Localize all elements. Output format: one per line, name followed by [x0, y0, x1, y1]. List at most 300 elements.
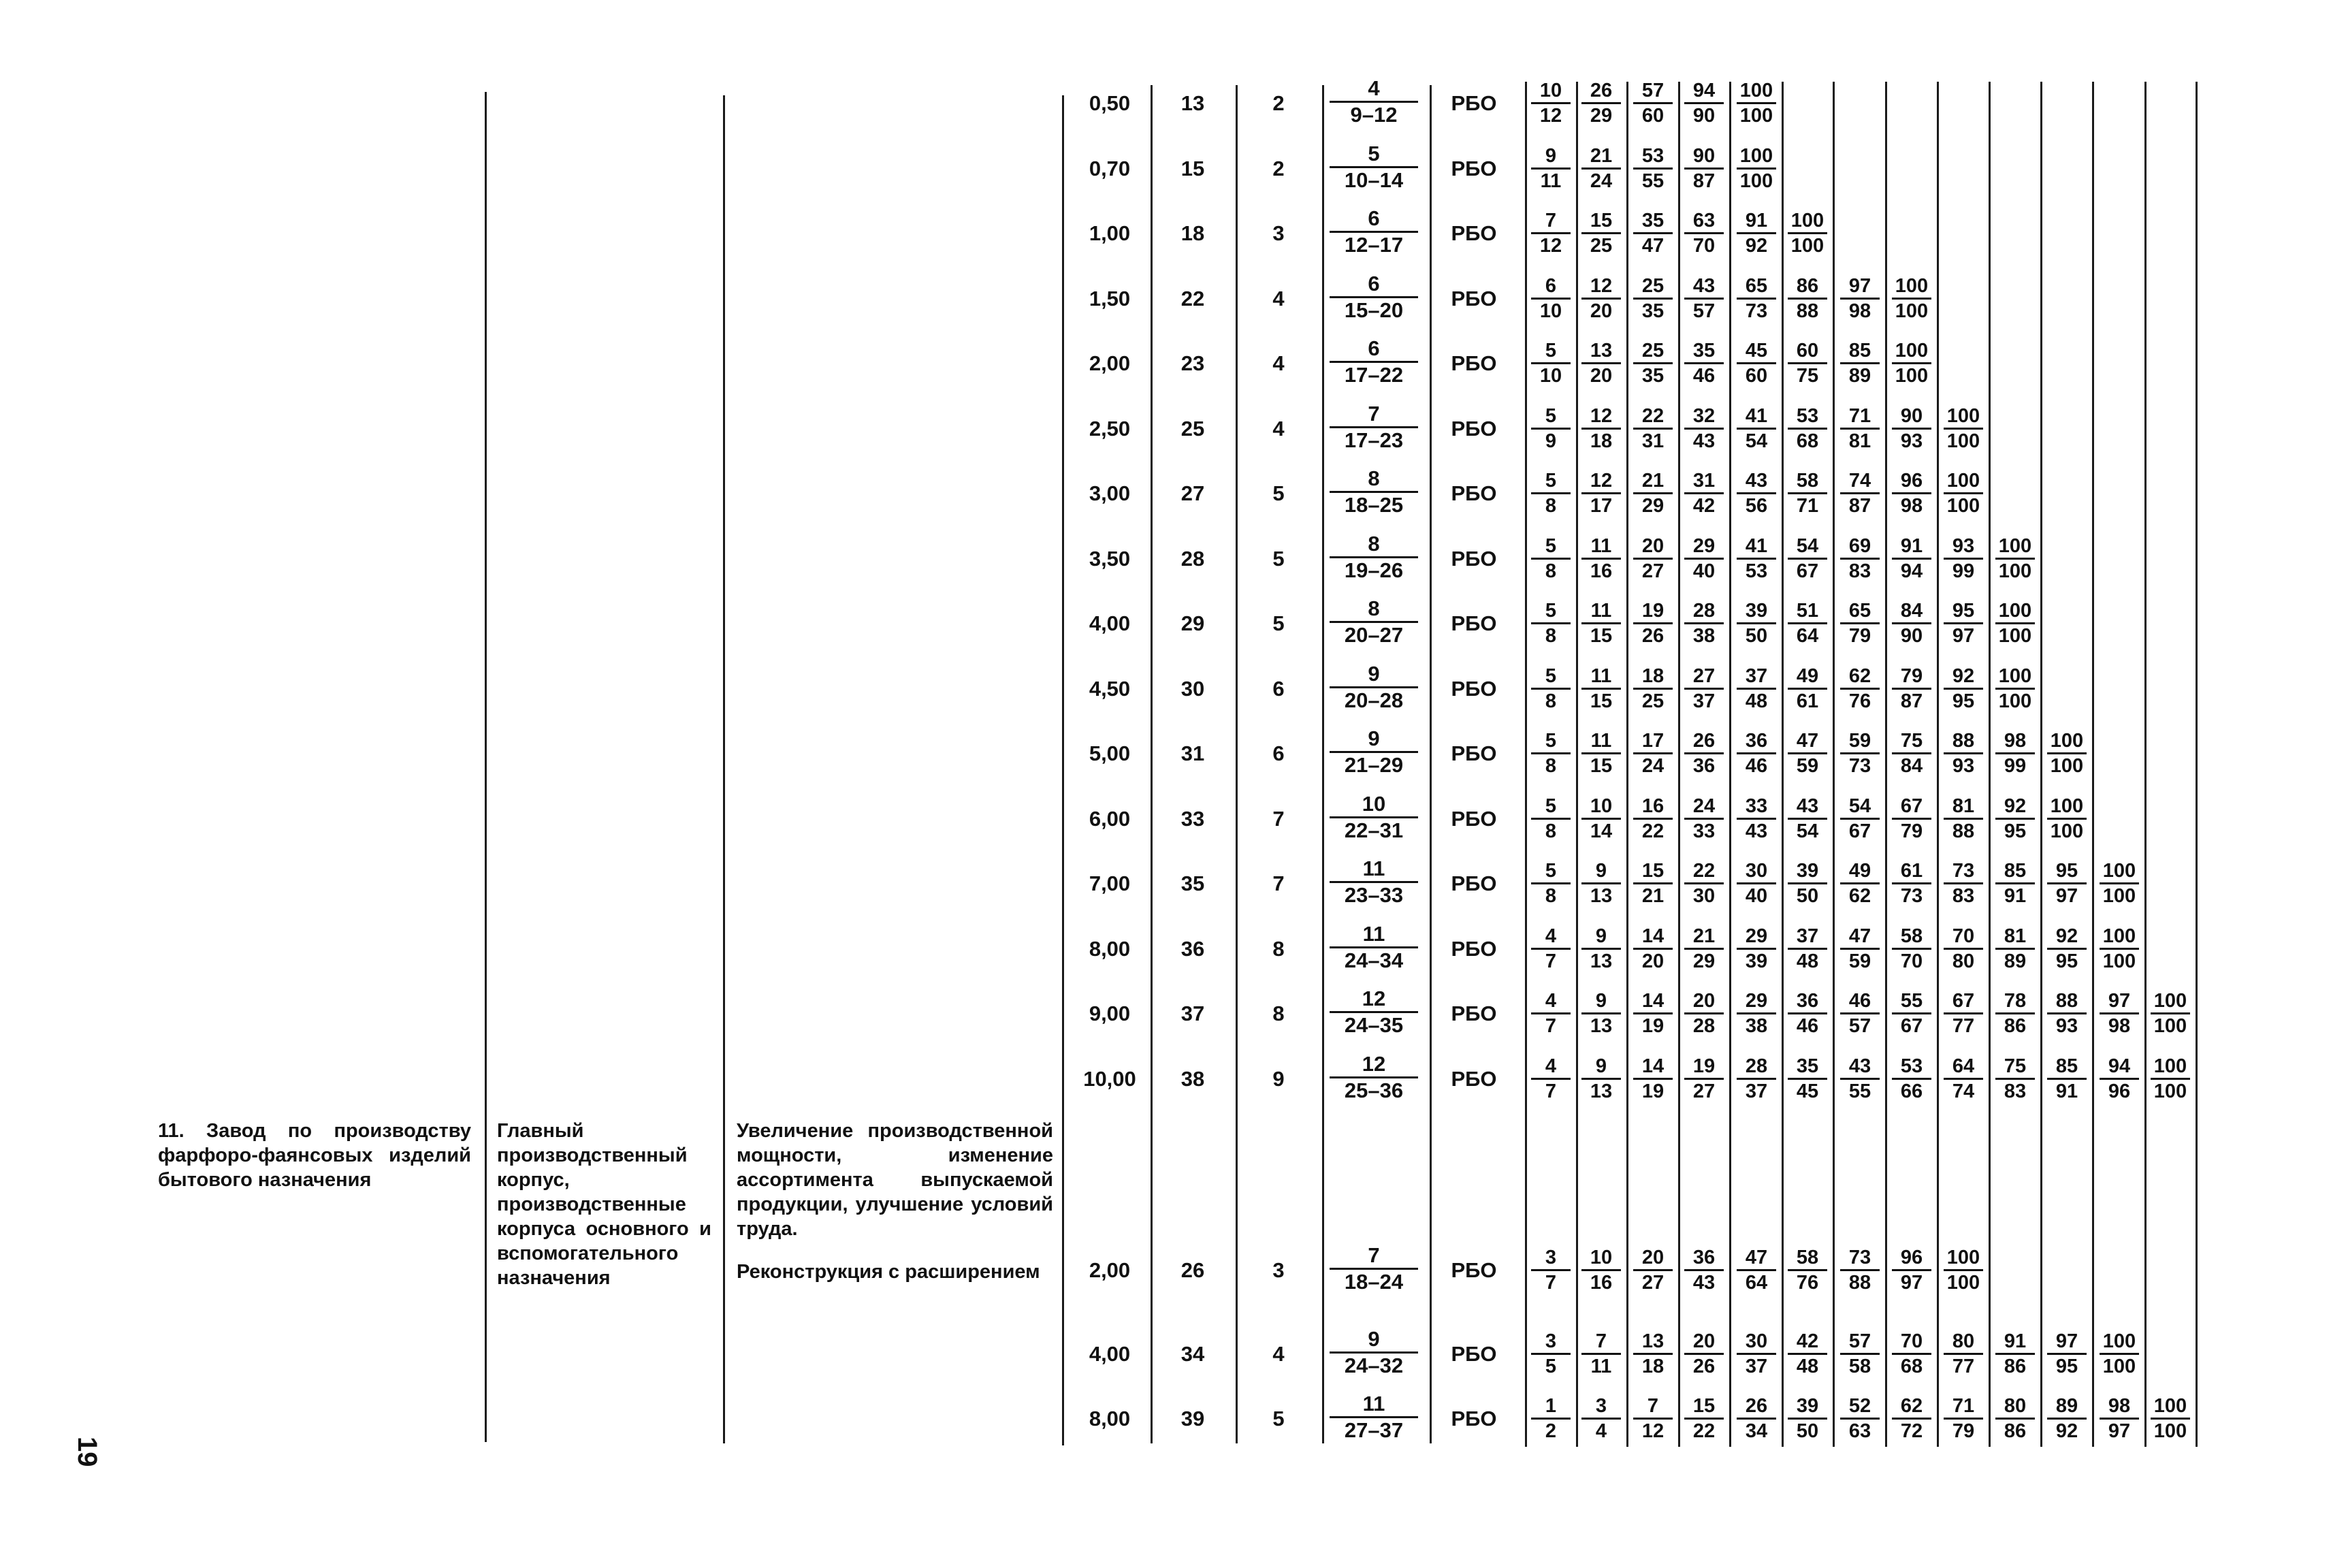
fraction-denominator: 86 [2004, 1356, 2027, 1377]
fraction-numerator: 89 [2055, 1395, 2078, 1417]
column-divider [2196, 82, 2198, 1447]
fraction-denominator: 7 [1545, 950, 1557, 972]
fraction-denominator: 46 [1692, 365, 1716, 387]
fraction-denominator: 7 [1545, 1272, 1557, 1294]
fraction-numerator: 21 [1590, 145, 1613, 167]
fraction-numerator: 4 [1545, 1055, 1557, 1077]
fraction-denominator: 46 [1745, 755, 1768, 777]
percent-fraction [1527, 1246, 1575, 1294]
percent-fraction [1629, 599, 1677, 647]
fraction-numerator: 49 [1848, 860, 1871, 882]
fraction-denominator: 88 [1796, 300, 1819, 322]
percent-fraction [1577, 795, 1625, 843]
fraction-denominator: 100 [1998, 625, 2032, 647]
fraction-numerator: 35 [1641, 210, 1665, 231]
fraction-denominator: 43 [1745, 820, 1768, 842]
fraction-denominator: 39 [1745, 950, 1768, 972]
fraction-numerator: 91 [2004, 1330, 2027, 1352]
grade-cell: 4 [1272, 417, 1285, 441]
fraction-denominator: 100 [2102, 1356, 2136, 1377]
fraction-numerator: 64 [1952, 1055, 1975, 1077]
fraction-numerator: 7 [1647, 1395, 1659, 1417]
percent-fraction [1888, 1330, 1935, 1378]
range-fraction [1330, 1327, 1418, 1378]
percent-fraction [1680, 1330, 1728, 1378]
count-cell: 27 [1180, 481, 1205, 505]
fraction-numerator: 73 [1848, 1247, 1871, 1268]
range-fraction-denominator: 21–29 [1344, 753, 1404, 777]
grade-cell: 7 [1272, 807, 1285, 831]
range-fraction-denominator: 23–33 [1344, 883, 1404, 907]
percent-fraction [1680, 795, 1728, 843]
percent-fraction [1784, 1055, 1831, 1103]
fraction-denominator: 55 [1848, 1081, 1871, 1102]
fraction-numerator: 100 [2153, 1055, 2187, 1077]
fraction-numerator: 100 [1946, 470, 1980, 492]
fraction-numerator: 14 [1641, 925, 1665, 947]
percent-fraction [1629, 1330, 1677, 1378]
fraction-numerator: 67 [1952, 990, 1975, 1012]
percent-fraction [1629, 1246, 1677, 1294]
fraction-numerator: 54 [1848, 795, 1871, 817]
fraction-numerator: 79 [1900, 665, 1923, 687]
fraction-denominator: 43 [1692, 1272, 1716, 1294]
fraction-numerator: 9 [1545, 145, 1557, 167]
fraction-numerator: 33 [1745, 795, 1768, 817]
column-divider [1729, 82, 1731, 1447]
count-cell: 18 [1180, 221, 1205, 245]
percent-fraction [1629, 1394, 1677, 1443]
fraction-denominator: 17 [1590, 495, 1613, 517]
fraction-numerator: 35 [1796, 1055, 1819, 1077]
fraction-denominator: 74 [1952, 1081, 1975, 1102]
percent-fraction [1680, 79, 1728, 127]
range-fraction-numerator: 6 [1368, 272, 1380, 295]
range-fraction-denominator: 19–26 [1344, 558, 1404, 582]
fraction-denominator: 22 [1692, 1420, 1716, 1442]
fraction-denominator: 73 [1848, 755, 1871, 777]
fraction-numerator: 62 [1900, 1395, 1923, 1417]
fraction-numerator: 10 [1539, 80, 1562, 101]
percent-fraction [1680, 989, 1728, 1038]
percent-fraction [1527, 404, 1575, 453]
label-cell: РБО [1451, 221, 1497, 245]
percent-fraction [1991, 1330, 2039, 1378]
fraction-denominator: 95 [2055, 1356, 2078, 1377]
fraction-numerator: 70 [1952, 925, 1975, 947]
percent-fraction [1940, 795, 1987, 843]
fraction-denominator: 58 [1848, 1356, 1871, 1377]
range-fraction [1330, 272, 1418, 323]
fraction-numerator: 63 [1692, 210, 1716, 231]
fraction-numerator: 49 [1796, 665, 1819, 687]
percent-fraction [1888, 274, 1935, 323]
fraction-numerator: 100 [1739, 80, 1773, 101]
fraction-denominator: 9 [1545, 430, 1557, 452]
value-cell: 1,00 [1089, 221, 1131, 245]
column-divider [1576, 82, 1578, 1447]
fraction-denominator: 100 [2050, 820, 2084, 842]
fraction-denominator: 48 [1796, 1356, 1819, 1377]
fraction-denominator: 77 [1952, 1356, 1975, 1377]
range-fraction-denominator: 15–20 [1344, 298, 1404, 322]
percent-fraction [1680, 599, 1728, 647]
fraction-numerator: 37 [1745, 665, 1768, 687]
percent-fraction [1577, 989, 1625, 1038]
fraction-numerator: 100 [1998, 665, 2032, 687]
range-fraction-denominator: 24–32 [1344, 1354, 1404, 1377]
fraction-denominator: 53 [1745, 560, 1768, 582]
percent-fraction [1888, 665, 1935, 713]
fraction-numerator: 28 [1745, 1055, 1768, 1077]
fraction-numerator: 41 [1745, 535, 1768, 557]
range-fraction-numerator: 9 [1368, 662, 1380, 686]
fraction-denominator: 95 [2004, 820, 2027, 842]
fraction-denominator: 15 [1590, 755, 1613, 777]
percent-fraction [1784, 469, 1831, 517]
range-fraction-numerator: 8 [1368, 532, 1380, 556]
label-cell: РБО [1451, 937, 1497, 961]
fraction-denominator: 84 [1900, 755, 1923, 777]
fraction-numerator: 20 [1641, 535, 1665, 557]
value-cell: 0,70 [1089, 157, 1131, 180]
fraction-numerator: 3 [1545, 1330, 1557, 1352]
fraction-numerator: 70 [1900, 1330, 1923, 1352]
fraction-numerator: 53 [1796, 405, 1819, 427]
percent-fraction [1527, 79, 1575, 127]
fraction-numerator: 1 [1545, 1395, 1557, 1417]
fraction-numerator: 69 [1848, 535, 1871, 557]
percent-fraction [1888, 729, 1935, 778]
percent-fraction [1940, 665, 1987, 713]
label-cell: РБО [1451, 611, 1497, 635]
fraction-numerator: 92 [1952, 665, 1975, 687]
fraction-denominator: 47 [1641, 235, 1665, 257]
grade-cell: 3 [1272, 221, 1285, 245]
fraction-denominator: 100 [2102, 885, 2136, 907]
fraction-numerator: 100 [1790, 210, 1824, 231]
percent-fraction [1629, 209, 1677, 257]
percent-fraction [1527, 795, 1575, 843]
fraction-numerator: 10 [1590, 1247, 1613, 1268]
fraction-denominator: 97 [1900, 1272, 1923, 1294]
fraction-denominator: 83 [1952, 885, 1975, 907]
label-cell: РБО [1451, 807, 1497, 831]
fraction-numerator: 15 [1590, 210, 1613, 231]
fraction-numerator: 100 [2153, 990, 2187, 1012]
fraction-numerator: 43 [1692, 275, 1716, 297]
fraction-numerator: 24 [1692, 795, 1716, 817]
range-fraction-numerator: 5 [1368, 142, 1380, 165]
label-cell: РБО [1451, 287, 1497, 310]
percent-fraction [1733, 274, 1780, 323]
percent-fraction [1527, 989, 1575, 1038]
percent-fraction [1836, 989, 1884, 1038]
grade-cell: 6 [1272, 677, 1285, 701]
fraction-denominator: 92 [1745, 235, 1768, 257]
count-cell: 28 [1180, 547, 1205, 571]
percent-fraction [2043, 795, 2091, 843]
fraction-numerator: 100 [2050, 730, 2084, 752]
percent-fraction [1527, 729, 1575, 778]
fraction-denominator: 66 [1900, 1081, 1923, 1102]
fraction-denominator: 100 [2153, 1081, 2187, 1102]
fraction-numerator: 5 [1545, 860, 1557, 882]
fraction-numerator: 73 [1952, 860, 1975, 882]
fraction-numerator: 58 [1796, 470, 1819, 492]
fraction-denominator: 13 [1590, 885, 1613, 907]
fraction-denominator: 34 [1745, 1420, 1768, 1442]
label-cell: РБО [1451, 481, 1497, 505]
fraction-numerator: 97 [2055, 1330, 2078, 1352]
fraction-denominator: 79 [1952, 1420, 1975, 1442]
fraction-denominator: 80 [1952, 950, 1975, 972]
fraction-numerator: 100 [1946, 405, 1980, 427]
value-cell: 8,00 [1089, 1407, 1131, 1430]
fraction-denominator: 25 [1590, 235, 1613, 257]
fraction-denominator: 95 [2055, 950, 2078, 972]
fraction-numerator: 61 [1900, 860, 1923, 882]
percent-fraction [1629, 469, 1677, 517]
percent-fraction [1629, 729, 1677, 778]
fraction-denominator: 67 [1900, 1015, 1923, 1037]
percent-fraction [2147, 1394, 2194, 1443]
fraction-denominator: 63 [1848, 1420, 1871, 1442]
percent-fraction [2095, 925, 2143, 973]
column-divider [1989, 82, 1991, 1447]
fraction-denominator: 100 [2153, 1420, 2187, 1442]
fraction-numerator: 94 [2108, 1055, 2131, 1077]
percent-fraction [1888, 1394, 1935, 1443]
fraction-denominator: 19 [1641, 1081, 1665, 1102]
percent-fraction [1940, 1055, 1987, 1103]
range-fraction-numerator: 7 [1368, 402, 1380, 426]
fraction-denominator: 100 [2153, 1015, 2187, 1037]
percent-fraction [1733, 729, 1780, 778]
fraction-denominator: 67 [1796, 560, 1819, 582]
percent-fraction [1836, 729, 1884, 778]
percent-fraction [1577, 144, 1625, 193]
count-cell: 38 [1180, 1067, 1205, 1091]
fraction-numerator: 28 [1692, 600, 1716, 622]
fraction-denominator: 64 [1745, 1272, 1768, 1294]
label-cell: РБО [1451, 1258, 1497, 1282]
range-fraction [1330, 987, 1418, 1038]
plant-name: 11. Завод по производству фарфоро-фаянсовых изделий бытового назначения [158, 1120, 471, 1191]
fraction-numerator: 96 [1900, 470, 1923, 492]
percent-fraction [1527, 209, 1575, 257]
fraction-numerator: 78 [2004, 990, 2027, 1012]
fraction-denominator: 18 [1641, 1356, 1665, 1377]
fraction-numerator: 21 [1692, 925, 1716, 947]
fraction-denominator: 5 [1545, 1356, 1557, 1377]
fraction-numerator: 65 [1745, 275, 1768, 297]
label-cell: РБО [1451, 351, 1497, 375]
count-cell: 22 [1180, 287, 1205, 310]
fraction-numerator: 96 [1900, 1247, 1923, 1268]
fraction-denominator: 76 [1848, 690, 1871, 712]
fraction-numerator: 3 [1545, 1247, 1557, 1268]
fraction-numerator: 95 [2055, 860, 2078, 882]
fraction-denominator: 89 [1848, 365, 1871, 387]
fraction-denominator: 99 [1952, 560, 1975, 582]
fraction-numerator: 18 [1641, 665, 1665, 687]
fraction-numerator: 5 [1545, 665, 1557, 687]
percent-fraction [1733, 469, 1780, 517]
value-cell: 4,00 [1089, 611, 1131, 635]
percent-fraction [1577, 469, 1625, 517]
fraction-numerator: 85 [2004, 860, 2027, 882]
fraction-denominator: 100 [1998, 690, 2032, 712]
percent-fraction [1784, 989, 1831, 1038]
percent-fraction [1629, 859, 1677, 908]
fraction-numerator: 20 [1692, 990, 1716, 1012]
percent-fraction [1733, 1246, 1780, 1294]
range-fraction-denominator: 17–23 [1344, 428, 1404, 452]
percent-fraction [1991, 1055, 2039, 1103]
fraction-numerator: 9 [1595, 925, 1607, 947]
fraction-denominator: 100 [1739, 170, 1773, 192]
percent-fraction [1784, 599, 1831, 647]
percent-fraction [2043, 989, 2091, 1038]
fraction-denominator: 98 [1900, 495, 1923, 517]
value-cell: 9,00 [1089, 1002, 1131, 1025]
percent-fraction [1940, 469, 1987, 517]
label-cell: РБО [1451, 741, 1497, 765]
percent-fraction [1577, 729, 1625, 778]
range-fraction-denominator: 10–14 [1344, 168, 1404, 192]
fraction-denominator: 11 [1590, 1356, 1612, 1377]
percent-fraction [1577, 859, 1625, 908]
grade-cell: 8 [1272, 937, 1285, 961]
column-divider [1151, 85, 1153, 1443]
grade-cell: 2 [1272, 157, 1285, 180]
range-fraction [1330, 532, 1418, 583]
fraction-denominator: 62 [1848, 885, 1871, 907]
fraction-numerator: 57 [1848, 1330, 1871, 1352]
percent-fraction [1836, 274, 1884, 323]
fraction-numerator: 15 [1641, 860, 1665, 882]
count-cell: 29 [1180, 611, 1205, 635]
percent-fraction [1629, 79, 1677, 127]
count-cell: 25 [1180, 417, 1205, 441]
fraction-numerator: 74 [1848, 470, 1871, 492]
percent-fraction [1888, 1055, 1935, 1103]
fraction-denominator: 56 [1745, 495, 1768, 517]
fraction-denominator: 93 [1952, 755, 1975, 777]
grade-cell: 3 [1272, 1258, 1285, 1282]
fraction-denominator: 8 [1545, 560, 1557, 582]
percent-fraction [1991, 925, 2039, 973]
percent-fraction [1733, 1055, 1780, 1103]
fraction-denominator: 35 [1641, 300, 1665, 322]
range-fraction [1330, 792, 1418, 843]
fraction-denominator: 59 [1796, 755, 1819, 777]
fraction-denominator: 72 [1900, 1420, 1923, 1442]
percent-fraction [1680, 925, 1728, 973]
fraction-numerator: 92 [2055, 925, 2078, 947]
fraction-numerator: 57 [1641, 80, 1665, 101]
percent-fraction [1577, 599, 1625, 647]
fraction-numerator: 39 [1745, 600, 1768, 622]
fraction-denominator: 79 [1848, 625, 1871, 647]
fraction-denominator: 12 [1539, 105, 1562, 127]
fraction-numerator: 11 [1590, 535, 1612, 557]
fraction-denominator: 43 [1692, 430, 1716, 452]
value-cell: 3,50 [1089, 547, 1131, 571]
percent-fraction [2043, 925, 2091, 973]
fraction-numerator: 5 [1545, 600, 1557, 622]
label-cell: РБО [1451, 871, 1497, 895]
fraction-numerator: 100 [1998, 600, 2032, 622]
fraction-numerator: 45 [1745, 340, 1768, 362]
fraction-denominator: 11 [1540, 170, 1562, 192]
fraction-numerator: 39 [1796, 1395, 1819, 1417]
fraction-denominator: 97 [2055, 885, 2078, 907]
value-cell: 1,50 [1089, 287, 1131, 310]
percent-fraction [1888, 339, 1935, 387]
fraction-numerator: 51 [1796, 600, 1819, 622]
fraction-denominator: 10 [1539, 300, 1562, 322]
fraction-denominator: 13 [1590, 950, 1613, 972]
percent-fraction [1836, 469, 1884, 517]
fraction-denominator: 81 [1848, 430, 1871, 452]
fraction-denominator: 20 [1590, 300, 1613, 322]
building-description: Главный производственный корпус, производственные корпуса основного и вспомогательного назначения [497, 1120, 711, 1289]
fraction-denominator: 86 [2004, 1420, 2027, 1442]
fraction-numerator: 9 [1595, 1055, 1607, 1077]
fraction-numerator: 100 [2102, 1330, 2136, 1352]
fraction-numerator: 41 [1745, 405, 1768, 427]
range-fraction [1330, 596, 1418, 647]
fraction-denominator: 50 [1796, 885, 1819, 907]
fraction-numerator: 14 [1641, 1055, 1665, 1077]
count-cell: 36 [1180, 937, 1205, 961]
fraction-numerator: 62 [1848, 665, 1871, 687]
fraction-denominator: 83 [1848, 560, 1871, 582]
column-divider [1322, 85, 1324, 1443]
percent-fraction [2095, 859, 2143, 908]
percent-fraction [2043, 1330, 2091, 1378]
range-fraction [1330, 402, 1418, 453]
fraction-numerator: 98 [2108, 1395, 2131, 1417]
fraction-denominator: 26 [1692, 1356, 1716, 1377]
fraction-numerator: 3 [1595, 1395, 1607, 1417]
percent-fraction [1784, 1394, 1831, 1443]
fraction-numerator: 5 [1545, 405, 1557, 427]
percent-fraction [1527, 469, 1575, 517]
fraction-numerator: 97 [1848, 275, 1871, 297]
percent-fraction [1680, 1055, 1728, 1103]
fraction-denominator: 26 [1641, 625, 1665, 647]
percent-fraction [1940, 1330, 1987, 1378]
fraction-numerator: 43 [1745, 470, 1768, 492]
column-divider [2040, 82, 2042, 1447]
value-cell: 3,00 [1089, 481, 1131, 505]
grade-cell: 7 [1272, 871, 1285, 895]
fraction-numerator: 36 [1796, 990, 1819, 1012]
grade-cell: 6 [1272, 741, 1285, 765]
fraction-denominator: 29 [1692, 950, 1716, 972]
fraction-numerator: 22 [1692, 860, 1716, 882]
fraction-denominator: 38 [1692, 625, 1716, 647]
column-divider [485, 92, 487, 1442]
percent-fraction [1577, 209, 1625, 257]
percent-fraction [1784, 729, 1831, 778]
range-fraction [1330, 662, 1418, 713]
percent-fraction [1836, 1394, 1884, 1443]
range-fraction-denominator: 9–12 [1350, 103, 1398, 127]
